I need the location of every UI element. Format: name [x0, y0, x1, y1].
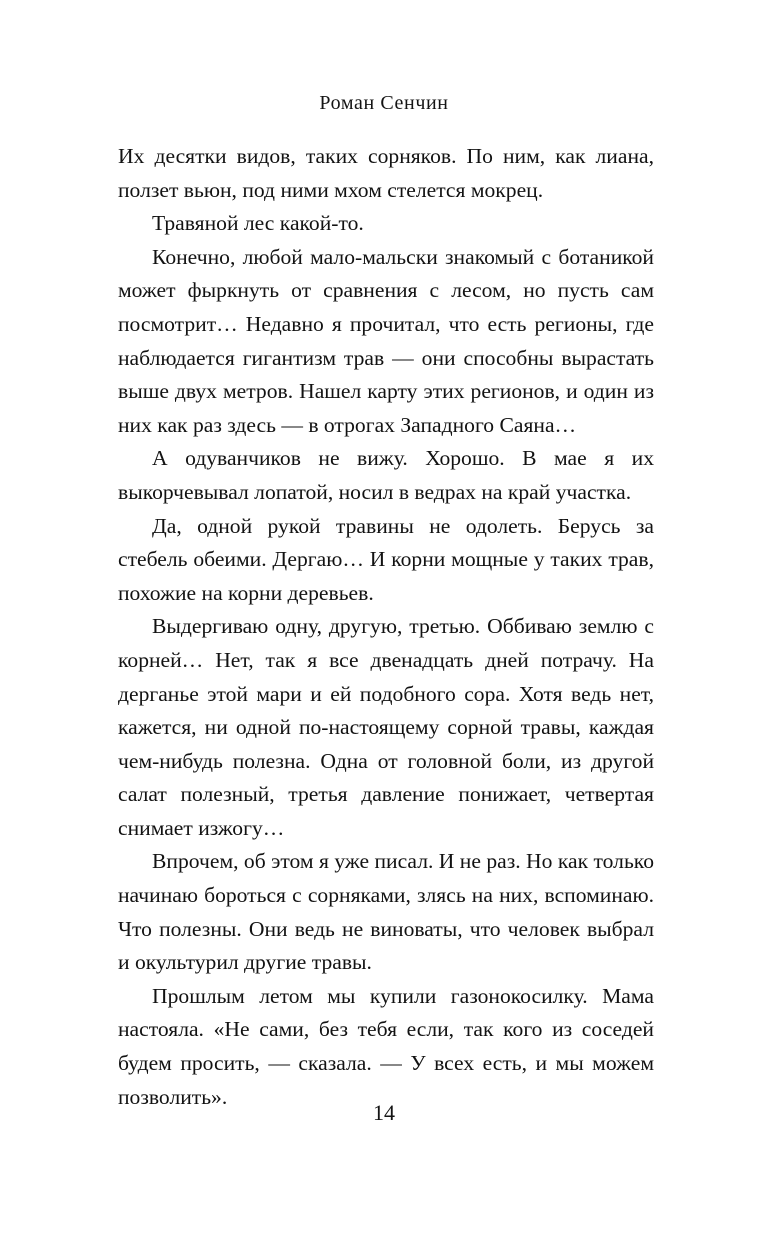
paragraph: Их десятки видов, таких сорняков. По ним, как лиана, ползет вьюн, под ними мхом стелется мокрец.	[118, 144, 654, 202]
page-number: 14	[373, 1100, 395, 1125]
paragraph: А одуванчиков не вижу. Хорошо. В мае я их выкорчевывал лопатой, носил в ведрах на край участка.	[118, 446, 654, 504]
running-head-author: Роман Сенчин	[319, 92, 449, 114]
paragraph: Травяной лес какой-то.	[152, 211, 364, 236]
body-text-block	[118, 140, 654, 1114]
paragraph: Выдергиваю одну, другую, третью. Оббиваю землю с корней… Нет, так я все двенадцать дней потрачу. На дерганье этой мари и ей подобного сора. Хотя ведь нет, кажется, ни одной по-настоящему сорной травы, каждая чем-нибудь полезна. Одна от головной боли, из другой салат полезный, третья давление понижает, четвертая снимает изжогу…	[118, 614, 654, 840]
paragraph: Да, одной рукой травины не одолеть. Берусь за стебель обеими. Дергаю… И корни мощные у таких трав, похожие на корни деревьев.	[118, 513, 654, 605]
paragraph: Впрочем, об этом я уже писал. И не раз. Но как только начинаю бороться с сорняками, злясь на них, вспоминаю. Что полезны. Они ведь не виноваты, что человек выбрал и окультурил другие травы.	[118, 849, 654, 975]
paragraph: Конечно, любой мало-мальски знакомый с ботаникой может фыркнуть от сравнения с лесом, но пусть сам посмотрит… Недавно я прочитал, что есть регионы, где наблюдается гигантизм трав — они способны вырастать выше двух метров. Нашел карту этих регионов, и один из них как раз здесь — в отрогах Западного Саяна…	[118, 244, 654, 437]
paragraph: Прошлым летом мы купили газонокосилку. Мама настояла. «Не сами, без тебя если, так кого из соседей будем просить, — сказала. — У всех есть, и мы можем позволить».	[118, 983, 654, 1109]
